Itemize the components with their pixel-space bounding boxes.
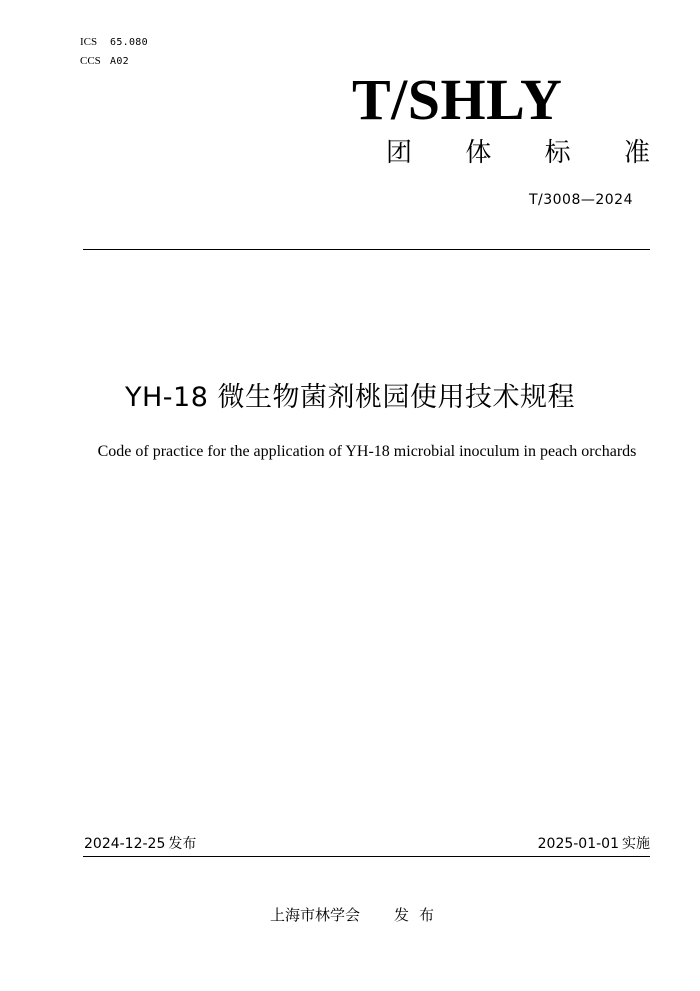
- standard-number: T/3008—2024: [528, 192, 633, 208]
- publish-date: 2024-12-25: [84, 836, 166, 852]
- ics-code-row: [80, 33, 148, 52]
- implement-label: 实施: [622, 836, 650, 852]
- ccs-value: A02: [110, 56, 129, 67]
- issuer-action: 发布: [394, 906, 445, 924]
- standard-type-heading: [386, 136, 650, 170]
- ics-value: 65.080: [110, 37, 148, 48]
- standard-type-char: 团: [386, 138, 413, 168]
- ccs-code-row: [80, 52, 148, 71]
- implement-date: 2025-01-01: [537, 836, 619, 852]
- ics-label: ICS: [80, 36, 98, 48]
- standard-type-char: 标: [544, 138, 571, 168]
- standard-type-char: 体: [465, 138, 492, 168]
- publish-date-line: [84, 834, 196, 854]
- implement-date-line: [538, 834, 650, 854]
- publish-label: 发布: [168, 836, 197, 852]
- issuer-line: [270, 904, 444, 926]
- classification-codes: [80, 33, 148, 71]
- standard-type-char: 准: [623, 138, 650, 168]
- chinese-title: YH-18 微生物菌剂桃园使用技术规程: [125, 382, 575, 413]
- standard-code-logo: T/SHLY: [352, 67, 563, 132]
- bottom-divider: [83, 856, 650, 857]
- ccs-label: CCS: [80, 55, 101, 67]
- top-divider: [83, 249, 650, 250]
- english-title: Code of practice for the application of YH-18 microbial inoculum in peach orchards: [97, 443, 637, 460]
- issuer-name: 上海市林学会: [270, 906, 361, 924]
